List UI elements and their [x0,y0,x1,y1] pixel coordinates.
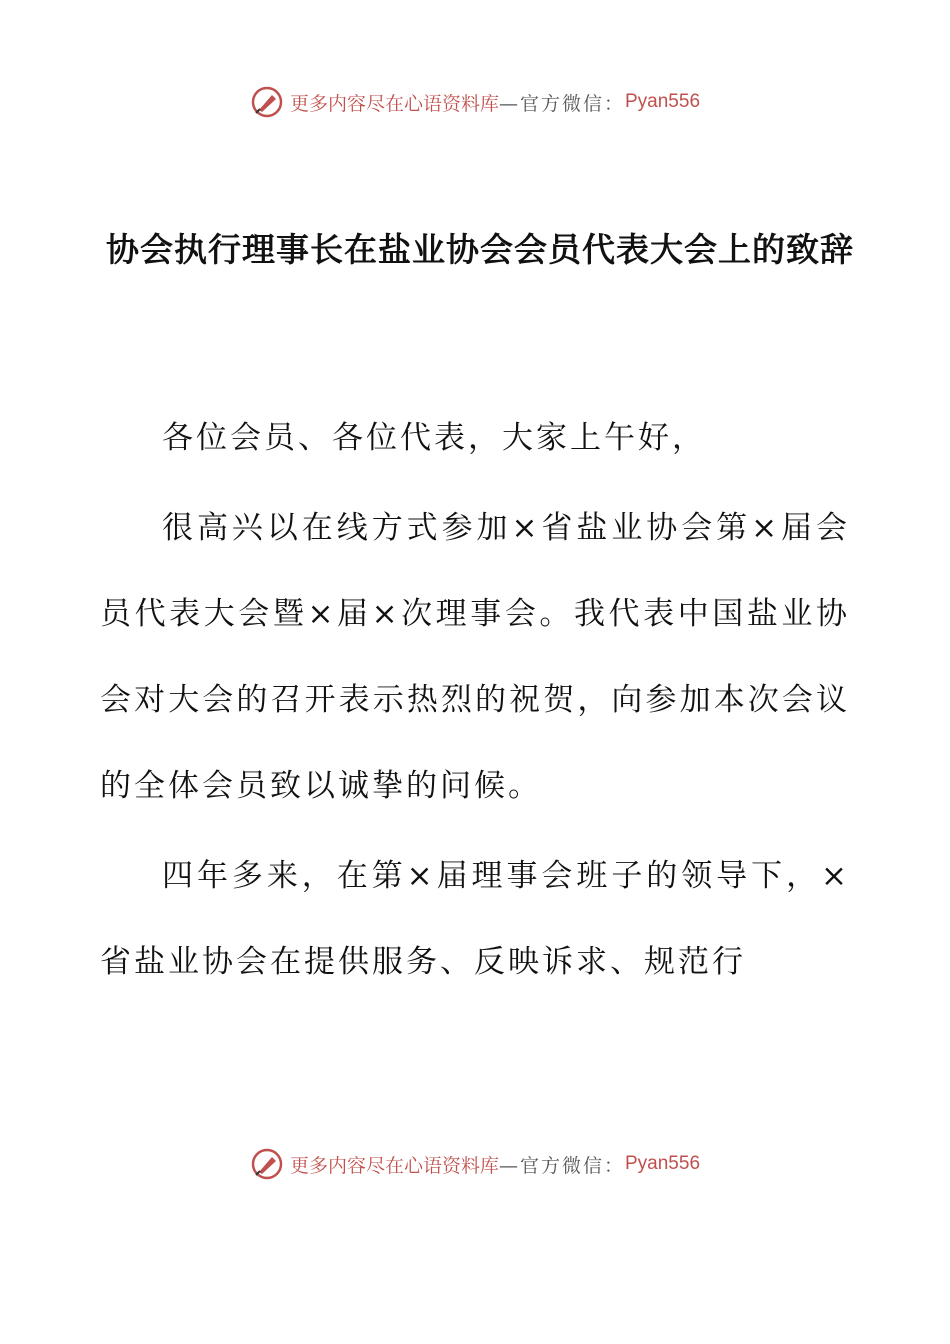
document-title: 协会执行理事长在盐业协会会员代表大会上的致辞 [106,230,854,269]
header-wechat-id: Pyan556 [625,91,701,112]
header-official-label: —官方微信： [498,92,625,115]
header-brand-text: 更多内容尽在心语资料库 [289,92,499,115]
paragraph-congratulation: 很高兴以在线方式参加×省盐业协会第×届会员代表大会暨×届×次理事会。我代表中国盐业协会对大会的召开表示热烈的祝贺，向参加本次会议的全体会员致以诚挚的问候。 [100,510,850,804]
footer-brand-text: 更多内容尽在心语资料库 [289,1154,499,1177]
footer-official-label: —官方微信： [498,1154,625,1177]
pen-nib-circle-icon [250,1147,284,1181]
paragraph-review: 四年多来，在第×届理事会班子的领导下，×省盐业协会在提供服务、反映诉求、规范行 [100,858,850,980]
footer-banner [0,1144,950,1184]
pen-nib-circle-icon [250,85,284,119]
document-body [100,395,850,1009]
header-banner [0,82,950,122]
paragraph-greeting: 各位会员、各位代表，大家上午好， [162,420,706,456]
footer-wechat-id: Pyan556 [625,1153,701,1174]
